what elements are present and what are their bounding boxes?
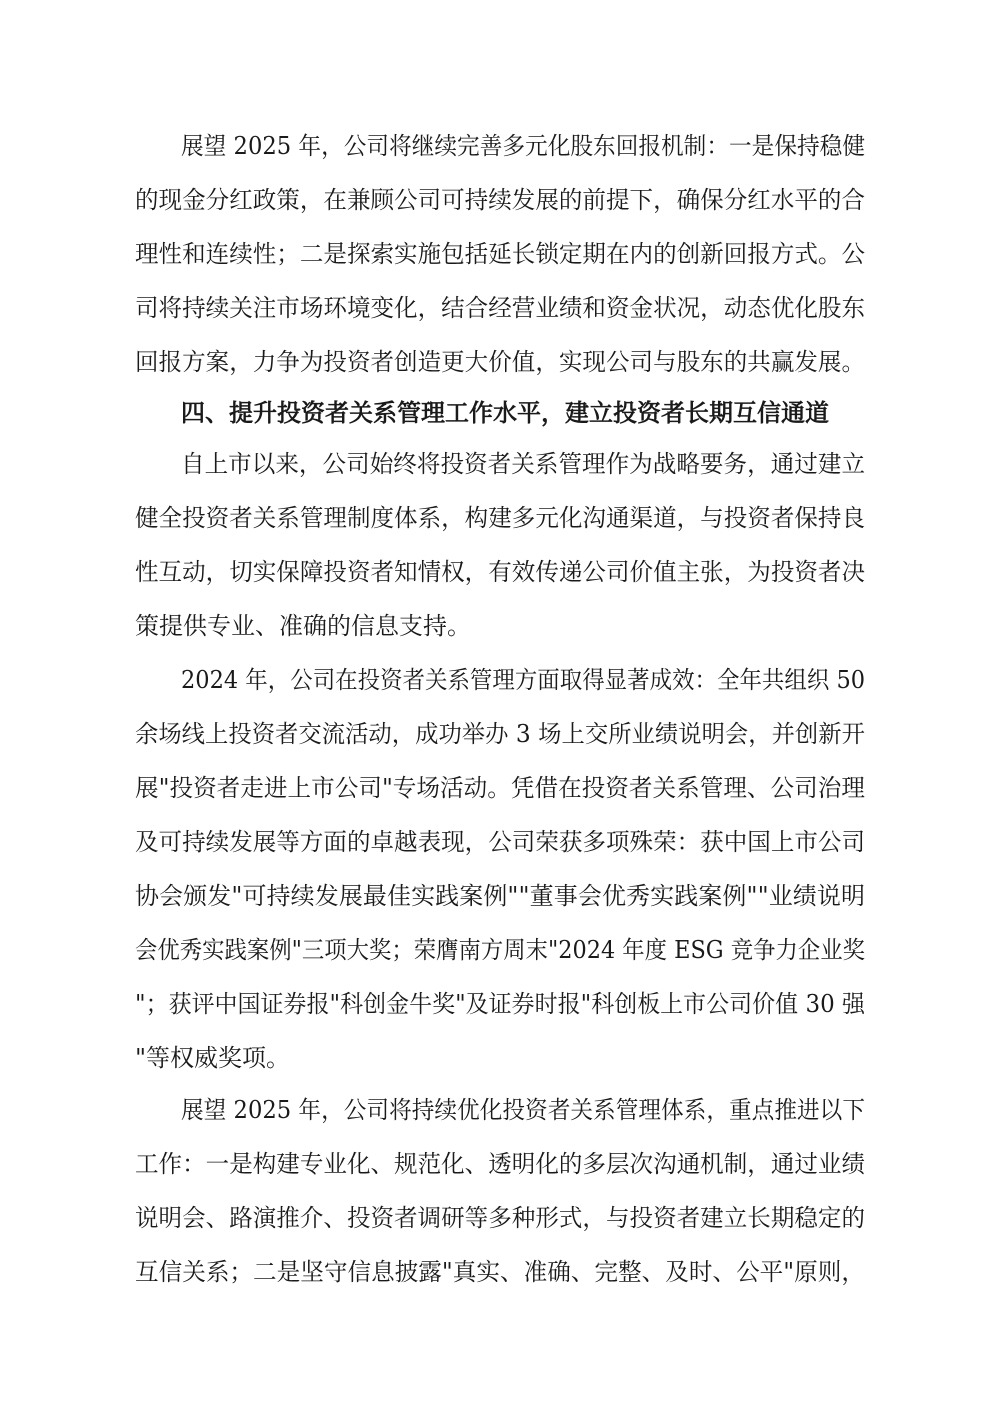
paragraph-1-line — [0, 340, 1000, 384]
text-line: "；获评中国证券报"科创金牛奖"及证券时报"科创板上市公司价值 30 强 — [135, 990, 866, 1018]
paragraph-4-line — [0, 1250, 1000, 1294]
text-line: 展望 2025 年，公司将继续完善多元化股东回报机制：一是保持稳健 — [181, 132, 865, 160]
paragraph-3-line — [0, 1036, 1000, 1080]
text-line: 及可持续发展等方面的卓越表现，公司荣获多项殊荣：获中国上市公司 — [135, 828, 866, 856]
text-line: 余场线上投资者交流活动，成功举办 3 场上交所业绩说明会，并创新开 — [135, 720, 865, 748]
text-line: 自上市以来，公司始终将投资者关系管理作为战略要务，通过建立 — [181, 450, 866, 478]
text-line: 展"投资者走进上市公司"专场活动。凭借在投资者关系管理、公司治理 — [135, 774, 865, 802]
paragraph-4-line — [0, 1196, 1000, 1240]
text-line: 的现金分红政策，在兼顾公司可持续发展的前提下，确保分红水平的合 — [135, 186, 866, 214]
paragraph-4-line — [0, 1142, 1000, 1186]
paragraph-3-line — [0, 658, 1000, 702]
paragraph-1-line — [0, 178, 1000, 222]
paragraph-3-line — [0, 820, 1000, 864]
paragraph-3-line — [0, 982, 1000, 1026]
paragraph-1-line — [0, 286, 1000, 330]
paragraph-1-line — [0, 232, 1000, 276]
paragraph-3-line — [0, 874, 1000, 918]
text-line: 理性和连续性；二是探索实施包括延长锁定期在内的创新回报方式。公 — [135, 240, 866, 268]
text-line: 展望 2025 年，公司将持续优化投资者关系管理体系，重点推进以下 — [181, 1096, 865, 1124]
text-line: 会优秀实践案例"三项大奖；荣膺南方周末"2024 年度 ESG 竞争力企业奖 — [135, 936, 866, 964]
section-heading-text: 四、提升投资者关系管理工作水平，建立投资者长期互信通道 — [181, 399, 829, 427]
text-line: 司将持续关注市场环境变化，结合经营业绩和资金状况，动态优化股东 — [135, 294, 866, 322]
text-line: 2024 年，公司在投资者关系管理方面取得显著成效：全年共组织 50 — [181, 666, 866, 694]
text-line: 工作：一是构建专业化、规范化、透明化的多层次沟通机制，通过业绩 — [135, 1150, 866, 1178]
paragraph-3-line — [0, 928, 1000, 972]
paragraph-2-line — [0, 604, 1000, 648]
text-line: 健全投资者关系管理制度体系，构建多元化沟通渠道，与投资者保持良 — [135, 504, 866, 532]
text-line: 协会颁发"可持续发展最佳实践案例""董事会优秀实践案例""业绩说明 — [135, 882, 866, 910]
text-line: 性互动，切实保障投资者知情权，有效传递公司价值主张，为投资者决 — [135, 558, 866, 586]
paragraph-1-line — [0, 124, 1000, 168]
text-line: 策提供专业、准确的信息支持。 — [135, 612, 471, 640]
paragraph-4-line — [0, 1088, 1000, 1132]
text-line: "等权威奖项。 — [135, 1044, 291, 1072]
text-line: 说明会、路演推介、投资者调研等多种形式，与投资者建立长期稳定的 — [135, 1204, 866, 1232]
paragraph-2-line — [0, 442, 1000, 486]
section-heading — [0, 391, 1000, 435]
text-line: 互信关系；二是坚守信息披露"真实、准确、完整、及时、公平"原则， — [135, 1258, 865, 1286]
paragraph-3-line — [0, 766, 1000, 810]
paragraph-3-line — [0, 712, 1000, 756]
paragraph-2-line — [0, 496, 1000, 540]
paragraph-2-line — [0, 550, 1000, 594]
text-line: 回报方案，力争为投资者创造更大价值，实现公司与股东的共赢发展。 — [135, 348, 866, 376]
